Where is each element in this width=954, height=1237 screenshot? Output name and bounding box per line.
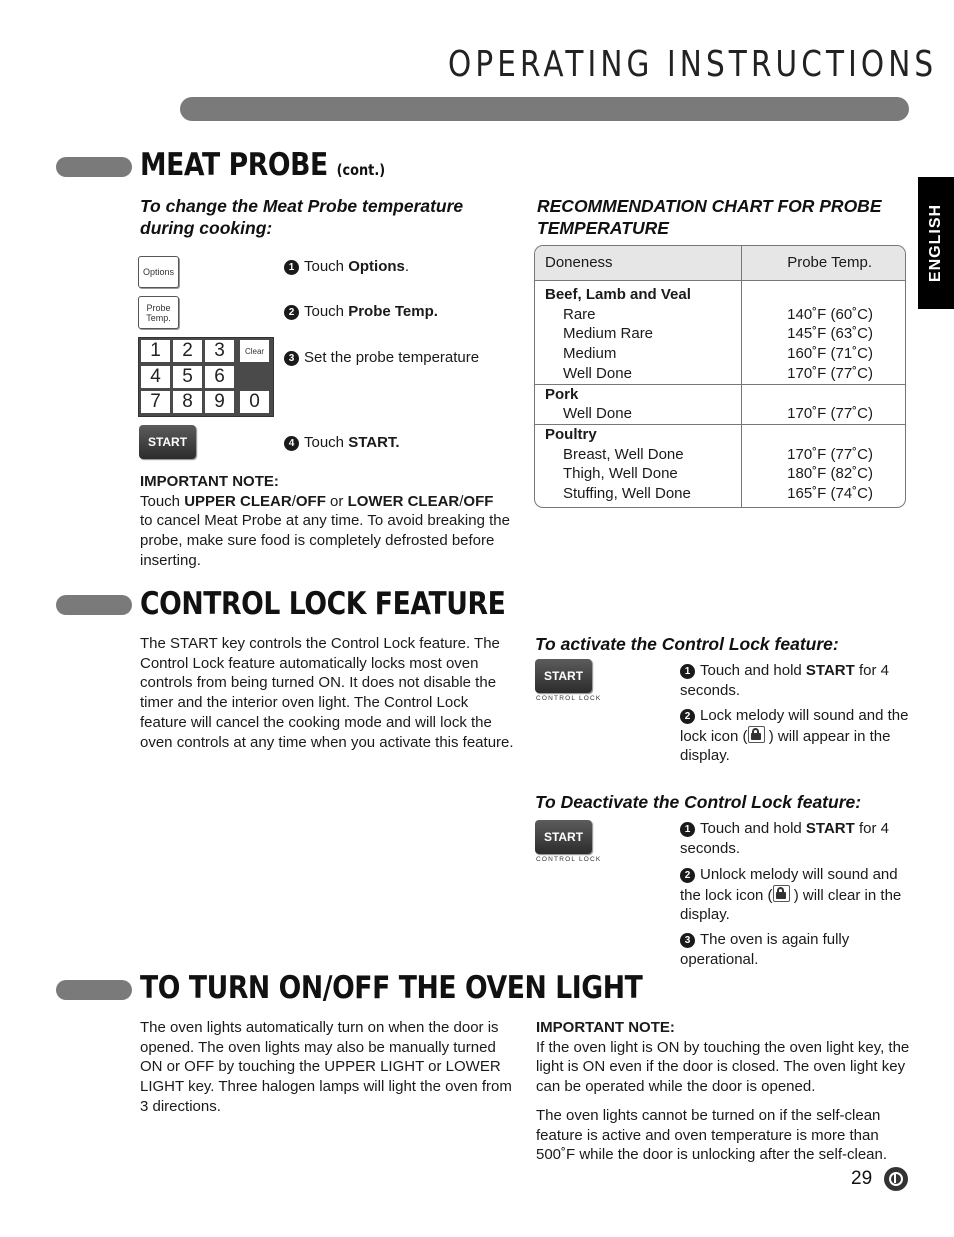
activate-subhead: To activate the Control Lock feature: [535, 634, 839, 654]
step-bold: Probe Temp. [348, 303, 438, 320]
step-text: for 4 seconds. [680, 662, 889, 699]
start-key: START [139, 425, 196, 459]
group-name: Pork [545, 385, 579, 403]
section-marker [56, 157, 132, 177]
note-title: IMPORTANT NOTE: [536, 1019, 675, 1036]
temp-value: 140˚F (60˚C) [787, 305, 873, 323]
deactivate-step-1 [680, 819, 912, 858]
table-row [535, 424, 905, 507]
activate-step-2 [680, 706, 912, 766]
step-text: Set the probe temperature [304, 349, 480, 366]
step-text: Unlock melody will sound and the lock icon ( [680, 866, 898, 904]
temp-cell [742, 424, 905, 507]
section-marker [56, 595, 132, 615]
keypad-key: 2 [173, 340, 202, 362]
control-lock-body: The START key controls the Control Lock feature. The Control Lock feature automatically locks most oven controls from being turned ON. It does not disable the timer and the interior oven light. The Control Lock feature will cancel the cooking mode and will lock the oven controls at any time when you activate this feature. [140, 635, 514, 751]
activate-step-1 [680, 661, 912, 700]
note-body: If the oven light is ON by touching the oven light key, the light is ON even if the door is closed. The oven light key can be operated while the door is opened. [536, 1038, 910, 1096]
doneness-item: Breast, Well Done [563, 445, 684, 463]
meat-probe-step-4 [284, 433, 400, 453]
control-lock-heading: CONTROL LOCK FEATURE [140, 586, 506, 622]
step-number: 2 [284, 305, 299, 320]
note-bold: OFF [295, 492, 326, 510]
step-text: . [404, 258, 410, 275]
doneness-cell [535, 384, 742, 424]
doneness-item: Thigh, Well Done [563, 465, 678, 483]
step-text: ) will clear in the display. [680, 886, 902, 924]
page-number: 29 [851, 1168, 873, 1189]
table-header-row [535, 246, 905, 281]
step-text: The oven is again fully operational. [680, 931, 850, 968]
temp-value: 170˚F (77˚C) [787, 364, 873, 382]
lock-icon [748, 726, 765, 743]
options-key: Options [138, 256, 179, 288]
deactivate-subhead: To Deactivate the Control Lock feature: [535, 792, 862, 812]
keypad-key: 5 [173, 366, 202, 388]
control-lock-label: CONTROL LOCK [536, 695, 602, 702]
doneness-item: Medium [563, 345, 617, 363]
note-text: Touch [140, 492, 185, 510]
note-body: The oven lights cannot be turned on if the self-clean feature is active and oven temperature is more than 500˚F while the door is unlocking after the self-clean. [536, 1106, 888, 1164]
note-text: or [325, 492, 348, 510]
step-number: 4 [284, 436, 299, 451]
probe-temp-key-line2: Temp. [146, 312, 171, 323]
oven-light-body: The oven lights automatically turn on when the door is opened. The oven lights may also be manually turned ON or OFF by touching the UPPER LIGHT or LOWER LIGHT key. Three halogen lamps will light the oven from 3 directions. [140, 1019, 512, 1115]
doneness-item: Rare [563, 305, 596, 323]
keypad-key: 7 [141, 391, 170, 413]
probe-temperature-table [534, 245, 906, 508]
control-lock-label: CONTROL LOCK [536, 856, 602, 863]
temp-cell [742, 384, 905, 424]
doneness-item: Stuffing, Well Done [563, 485, 691, 503]
table-row [535, 384, 905, 424]
meat-probe-step-2 [284, 302, 438, 322]
group-name: Poultry [545, 425, 597, 443]
meat-probe-heading [140, 147, 385, 183]
doneness-item: Well Done [563, 364, 632, 382]
meat-probe-subhead: To change the Meat Probe temperature during cooking: [140, 196, 464, 238]
keypad-key: 6 [205, 366, 234, 388]
step-text: Touch [304, 258, 349, 275]
note-bold: OFF [463, 492, 494, 510]
language-tab-label: ENGLISH [927, 203, 944, 283]
temp-value: 145˚F (63˚C) [787, 325, 873, 343]
step-text: Touch and hold [700, 662, 806, 679]
number-keypad [138, 337, 274, 417]
note-body: to cancel Meat Probe at any time. To avoid breaking the probe, make sure food is completely defrosted before inserting. [140, 512, 510, 569]
step-text: Touch and hold [700, 820, 806, 837]
language-tab [918, 177, 954, 309]
temp-value: 160˚F (71˚C) [787, 345, 873, 363]
doneness-cell [535, 424, 742, 507]
step-bold: START [805, 662, 855, 679]
step-bold: START [805, 820, 855, 837]
chart-title: RECOMMENDATION CHART FOR PROBE TEMPERATURE [537, 196, 882, 238]
doneness-item: Well Done [563, 405, 632, 423]
step-text: Lock melody will sound and the lock icon ( [680, 707, 909, 745]
keypad-key: 4 [141, 366, 170, 388]
temp-value: 165˚F (74˚C) [787, 485, 873, 503]
step-number: 2 [680, 709, 695, 724]
probe-temp-key-line1: Probe [146, 302, 171, 313]
step-number: 3 [680, 933, 695, 948]
step-text: Touch [304, 303, 349, 320]
step-text: for 4 seconds. [680, 820, 889, 857]
meat-probe-step-3 [284, 348, 479, 368]
keypad-key: 8 [173, 391, 202, 413]
section-marker [56, 980, 132, 1000]
meat-probe-step-1 [284, 257, 409, 277]
step-bold: Options [348, 258, 405, 275]
step-number: 1 [680, 664, 695, 679]
note-bold: LOWER CLEAR [347, 492, 460, 510]
group-name: Beef, Lamb and Veal [545, 286, 691, 303]
note-text: / [291, 492, 296, 510]
step-text: Touch [304, 434, 349, 451]
note-text: / [459, 492, 464, 510]
temp-value: 170˚F (77˚C) [787, 445, 873, 463]
note-title: IMPORTANT NOTE: [140, 473, 279, 490]
meat-probe-note [140, 472, 520, 571]
note-bold: UPPER CLEAR [184, 492, 292, 510]
start-key: START [535, 659, 592, 693]
page-title: OPERATING INSTRUCTIONS [448, 44, 938, 85]
lock-icon [773, 885, 790, 902]
deactivate-step-2 [680, 865, 912, 925]
doneness-item: Medium Rare [563, 325, 654, 343]
oven-light-heading: TO TURN ON/OFF THE OVEN LIGHT [140, 970, 643, 1006]
table-row [535, 281, 905, 384]
keypad-key: 3 [205, 340, 234, 362]
step-bold: START. [348, 434, 400, 451]
keypad-key: 9 [205, 391, 234, 413]
step-number: 1 [284, 260, 299, 275]
meat-probe-title: MEAT PROBE [140, 147, 328, 183]
deactivate-step-3 [680, 930, 912, 969]
oven-light-note [536, 1018, 910, 1165]
title-bar [180, 97, 909, 121]
start-key: START [535, 820, 592, 854]
keypad-key: 1 [141, 340, 170, 362]
keypad-key: 0 [240, 391, 269, 413]
meat-probe-cont: (cont.) [336, 161, 386, 179]
doneness-cell [535, 281, 742, 384]
step-number: 3 [284, 351, 299, 366]
column-header-temp: Probe Temp. [742, 246, 905, 281]
temp-cell [742, 281, 905, 384]
column-header-doneness: Doneness [535, 246, 742, 281]
temp-value: 180˚F (82˚C) [787, 465, 873, 483]
step-text: ) will appear in the display. [680, 727, 891, 765]
clear-key: Clear [240, 340, 269, 362]
step-number: 2 [680, 868, 695, 883]
probe-temp-key [138, 296, 179, 329]
lg-logo-icon [884, 1167, 908, 1191]
note-line [140, 492, 520, 512]
temp-value: 170˚F (77˚C) [787, 405, 873, 423]
step-number: 1 [680, 822, 695, 837]
